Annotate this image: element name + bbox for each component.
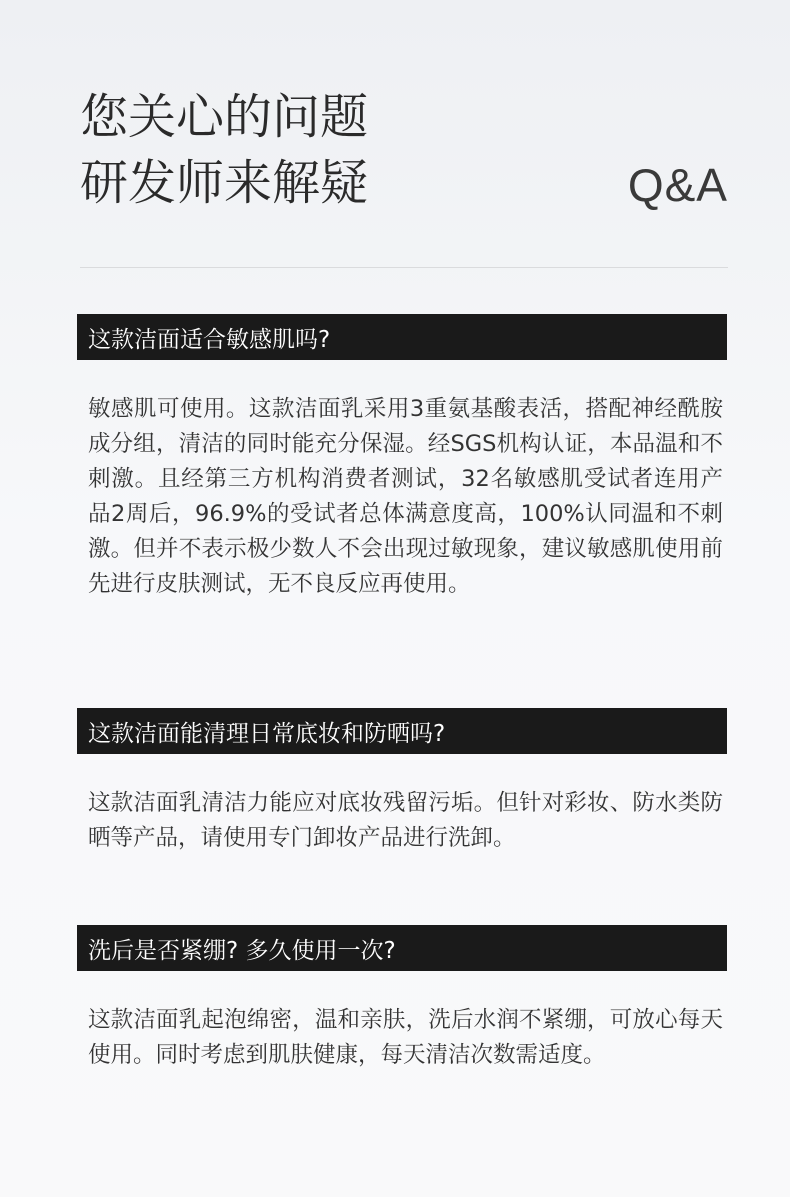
question-text: 洗后是否紧绷? 多久使用一次?: [88, 937, 396, 964]
answer-text: 这款洁面乳清洁力能应对底妆残留污垢。但针对彩妆、防水类防晒等产品，请使用专门卸妆产品进行洗卸。: [88, 790, 723, 851]
answer-text: 敏感肌可使用。这款洁面乳采用3重氨基酸表活，搭配神经酰胺成分组，清洁的同时能充分保湿。经SGS机构认证，本品温和不刺激。且经第三方机构消费者测试，32名敏感肌受试者连用产品2周后，96.9%的受试者总体满意度高，100%认同温和不刺激。但并不表示极少数人不会出现过敏现象，建议敏感肌使用前先进行皮肤测试，无不良反应再使用。: [88, 396, 723, 597]
qa-mark: Q&A: [627, 159, 728, 211]
answer-text: 这款洁面乳起泡绵密，温和亲肤，洗后水润不紧绷，可放心每天使用。同时考虑到肌肤健康，每天清洁次数需适度。: [88, 1007, 723, 1068]
question-text: 这款洁面适合敏感肌吗?: [88, 326, 331, 353]
question-bar: [77, 925, 727, 971]
faq-item: [77, 925, 727, 1073]
question-bar: [77, 708, 727, 754]
header-divider: [80, 267, 728, 268]
faq-item: [77, 708, 727, 856]
page-title-line-2: 研发师来解疑: [80, 155, 369, 211]
faq-item: [77, 314, 727, 602]
question-bar: [77, 314, 727, 360]
page-title: [80, 84, 368, 216]
question-text: 这款洁面能清理日常底妆和防晒吗?: [88, 720, 446, 747]
page-title-line-1: 您关心的问题: [80, 89, 369, 145]
